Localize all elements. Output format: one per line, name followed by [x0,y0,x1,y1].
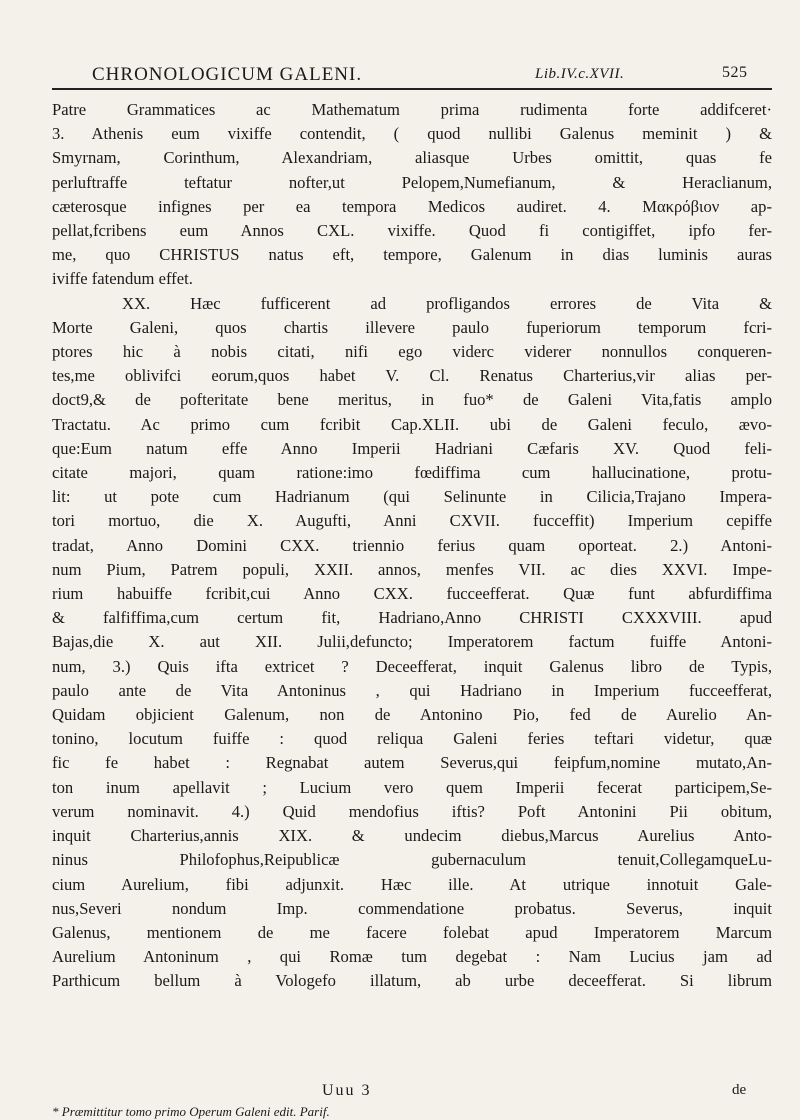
text-line: doct9,& de pofteritate bene meritus, in fuo* de Galeni Vita,fatis amplo [52,390,772,410]
text-line: me, quo CHRISTUS natus eft, tempore, Galenum in dias luminis auras [52,245,772,265]
signature-mark: Uuu 3 [322,1082,372,1099]
text-line: tes,me oblivifci eorum,quos habet V. Cl. Renatus Charterius,vir alias per- [52,366,772,386]
running-title: CHRONOLOGICUM GALENI. [92,64,363,85]
page-header [52,58,772,88]
text-line: Quidam objicient Galenum, non de Antonino Pio, fed de Aurelio An- [52,705,772,725]
text-line: num Pium, Patrem populi, XXII. annos, menfes VII. ac dies XXVI. Impe- [52,559,772,579]
text-line: Aurelium Antoninum , qui Romæ tum degebat : Nam Lucius jam ad [52,947,772,967]
page-number: 525 [722,64,748,81]
header-rule [52,88,772,90]
text-line: paulo ante de Vita Antoninus , qui Hadriano in Imperium fucceefferat, [52,680,772,700]
text-line: XX. Hæc fufficerent ad profligandos errores de Vita & [122,293,772,313]
text-line: fic fe habet : Regnabat autem Severus,qui feipfum,nomine mutato,An- [52,753,772,773]
text-line: Tractatu. Ac primo cum fcribit Cap.XLII. ubi de Galeni feculo, ævo- [52,414,772,434]
text-line: nus,Severi nondum Imp. commendatione probatus. Severus, inquit [52,898,772,918]
text-line: Patre Grammatices ac Mathematum prima rudimenta forte addifceret· [52,100,772,119]
chapter-reference: Lib.IV.c.XVII. [535,66,625,82]
text-line: lit: ut pote cum Hadrianum (qui Selinunte in Cilicia,Trajano Impera- [52,487,772,507]
text-line: ptores hic à nobis citati, nifi ego viderc viderer nonnullos conqueren- [52,342,772,362]
text-line: tori mortuo, die X. Augufti, Anni CXVII. fucceffit) Imperium cepiffe [52,511,772,531]
page [52,58,772,1119]
text-line: ton inum apellavit ; Lucium vero quem Imperii fecerat participem,Se- [52,777,772,797]
text-line: Morte Galeni, quos chartis illevere paulo fuperiorum temporum fcri- [52,317,772,337]
text-line: Parthicum bellum à Vologefo illatum, ab urbe deceefferat. Si librum [52,971,772,991]
text-line: 3. Athenis eum vixiffe contendit, ( quod nullibi Galenus meminit ) & [52,124,772,144]
text-line: citate majori, quam ratione:imo fœdiffima cum hallucinatione, protu- [52,463,772,483]
footnote: * Præmittitur tomo primo Operum Galeni edit. Parif. [52,1104,330,1119]
text-line: inquit Charterius,annis XIX. & undecim diebus,Marcus Aurelius Anto- [52,826,772,846]
body-text [52,98,772,994]
text-line: tonino, locutum fuiffe : quod reliqua Galeni feries teftari videtur, quæ [52,729,772,749]
text-line: pellat,fcribens eum Annos CXL. vixiffe. Quod fi contigiffet, ipfo fer- [52,221,772,241]
catchword: de [732,1082,747,1098]
text-line: perluftraffe teftatur nofter,ut Pelopem,Numefianum, & Heraclianum, [52,172,772,192]
text-line: cæterosque infignes per ea tempora Medicos audiret. 4. Μακρόβιον ap- [52,196,772,216]
text-line: que:Eum natum effe Anno Imperii Hadriani Cæfaris XV. Quod feli- [52,438,772,458]
text-line: Galenus, mentionem de me facere folebat apud Imperatorem Marcum [52,922,772,942]
text-line: Bajas,die X. aut XII. Julii,defuncto; Imperatorem factum fuiffe Antoni- [52,632,772,652]
text-line: cium Aurelium, fibi adjunxit. Hæc ille. At utrique innotuit Gale- [52,874,772,894]
text-line: tradat, Anno Domini CXX. triennio ferius quam oporteat. 2.) Antoni- [52,535,772,555]
text-line: ninus Philofophus,Reipublicæ gubernaculum tenuit,CollegamqueLu- [52,850,772,870]
text-line: iviffe fatendum effet. [52,269,193,289]
text-line: Smyrnam, Corinthum, Alexandriam, aliasque Urbes omittit, quas fe [52,148,772,168]
text-line: verum nominavit. 4.) Quid mendofius iftis? Poft Antonini Pii obitum, [52,801,772,821]
text-line: & falfiffima,cum certum fit, Hadriano,Anno CHRISTI CXXXVIII. apud [52,608,772,628]
text-line: num, 3.) Quis ifta extricet ? Deceefferat, inquit Galenus libro de Typis, [52,656,772,676]
text-line: rium habuiffe fcribit,cui Anno CXX. fucceefferat. Quæ funt abfurdiffima [52,584,772,604]
